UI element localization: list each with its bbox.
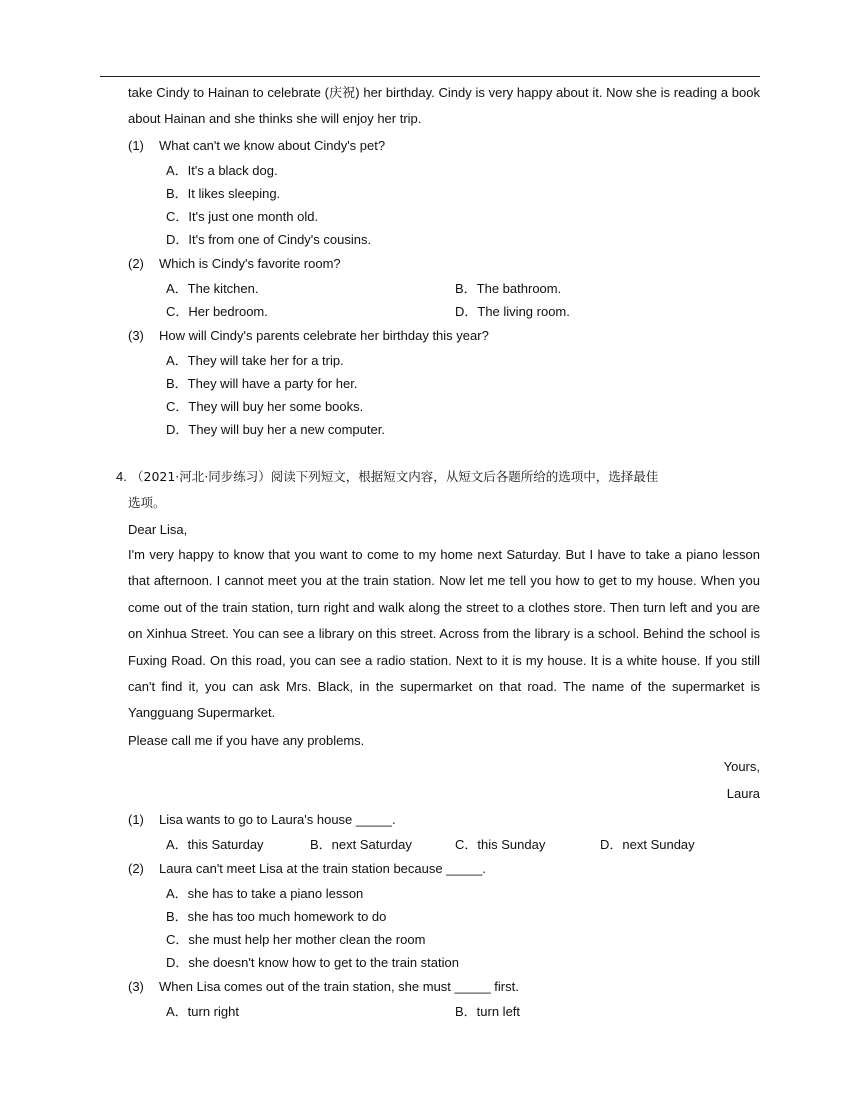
question-number: (2)	[128, 861, 144, 876]
question-text: How will Cindy's parents celebrate her birthday this year?	[159, 328, 489, 343]
option-b: B．she has too much homework to do	[166, 909, 387, 924]
option-a: A．They will take her for a trip.	[166, 353, 344, 368]
question-number: (2)	[128, 256, 144, 271]
option-c: C．It's just one month old.	[166, 209, 319, 224]
question-number: (3)	[128, 328, 144, 343]
top-passage: take Cindy to Hainan to celebrate (庆祝) her birthday. Cindy is very happy about it. Now she is reading a book about Hainan and she thinks she will enjoy her trip.	[128, 85, 760, 127]
letter-signature: Laura	[726, 786, 760, 801]
option-a: A．The kitchen.	[166, 281, 259, 296]
problem-number: 4.	[116, 469, 127, 484]
option-b: B．They will have a party for her.	[166, 376, 358, 391]
option-a: A．she has to take a piano lesson	[166, 886, 364, 901]
option-b: B．It likes sleeping.	[166, 186, 281, 201]
option-c: C．Her bedroom.	[166, 304, 268, 319]
letter-greeting: Dear Lisa,	[128, 522, 188, 537]
option-c: C．she must help her mother clean the room	[166, 932, 426, 947]
letter-signoff: Yours,	[723, 759, 760, 774]
problem-instruction-cont: 选项。	[128, 495, 166, 510]
option-c: C．They will buy her some books.	[166, 399, 364, 414]
question-number: (1)	[128, 138, 144, 153]
header-rule	[100, 76, 760, 77]
question-text: Lisa wants to go to Laura's house _____.	[159, 812, 396, 827]
option-c: C．this Sunday	[455, 837, 546, 852]
option-d: D．she doesn't know how to get to the train station	[166, 955, 459, 970]
option-b: B．next Saturday	[310, 837, 412, 852]
option-a: A．It's a black dog.	[166, 163, 278, 178]
option-b: B．The bathroom.	[455, 281, 562, 296]
option-d: D．It's from one of Cindy's cousins.	[166, 232, 372, 247]
option-a: A．this Saturday	[166, 837, 264, 852]
question-number: (3)	[128, 979, 144, 994]
letter-closing: Please call me if you have any problems.	[128, 733, 365, 748]
option-d: D．The living room.	[455, 304, 570, 319]
question-text: When Lisa comes out of the train station, she must _____ first.	[159, 979, 519, 994]
option-a: A．turn right	[166, 1004, 239, 1019]
question-text: Which is Cindy's favorite room?	[159, 256, 341, 271]
option-d: D．next Sunday	[600, 837, 695, 852]
letter-body: I'm very happy to know that you want to come to my home next Saturday. But I have to take a piano lesson that afternoon. I cannot meet you at the train station. Now let me tell you how to get to my house. When you come out of the train station, turn right and walk along the street to a clothes store. Then turn left and you are on Xinhua Street. You can see a library on this street. Across from the library is a school. Behind the school is Fuxing Road. On this road, you can see a radio station. Next to it is my house. It is a white house. If you still can't find it, you can ask Mrs. Black, in the supermarket on that road. The name of the supermarket is Yangguang Supermarket.	[128, 547, 760, 721]
question-number: (1)	[128, 812, 144, 827]
option-b: B．turn left	[455, 1004, 521, 1019]
question-text: What can't we know about Cindy's pet?	[159, 138, 386, 153]
question-text: Laura can't meet Lisa at the train station because _____.	[159, 861, 486, 876]
option-d: D．They will buy her a new computer.	[166, 422, 385, 437]
problem-instruction: （2021·河北·同步练习）阅读下列短文，根据短文内容，从短文后各题所给的选项中，选择最佳	[131, 469, 659, 484]
